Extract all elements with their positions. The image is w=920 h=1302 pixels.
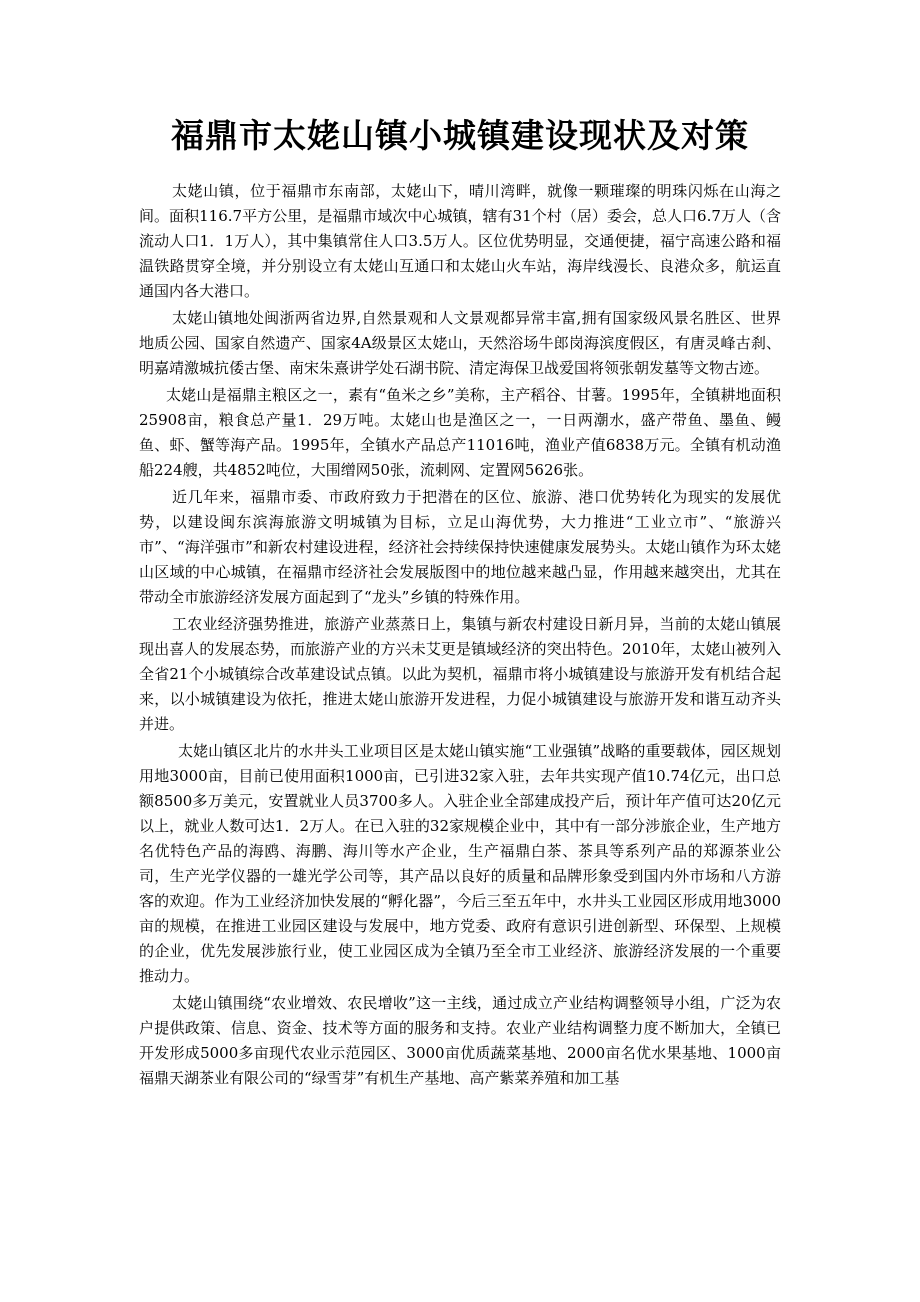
paragraph-overview: 太姥山镇，位于福鼎市东南部，太姥山下，晴川湾畔，就像一颗璀璨的明珠闪烁在山海之间。面积116.7平方公里，是福鼎市域次中心城镇，辖有31个村（居）委会，总人口6.7万人（含流动人口1．1万人），其中集镇常住人口3.5万人。区位优势明显，交通便捷，福宁高速公路和福温铁路贯穿全境，并分别设立有太姥山互通口和太姥山火车站，海岸线漫长、良港众多，航运直通国内各大港口。 — [139, 182, 781, 300]
document-title: 福鼎市太姥山镇小城镇建设现状及对策 — [171, 116, 749, 155]
paragraph-industrial-park: 太姥山镇区北片的水井头工业项目区是太姥山镇实施“工业强镇”战略的重要载体，园区规划用地3000亩，目前已使用面积1000亩，已引进32家入驻，去年共实现产值10.74亿元，出口总额8500多万美元，安置就业人员3700多人。入驻企业全部建成投产后，预计年产值可达20亿元以上，就业人数可达1．2万人。在已入驻的32家规模企业中，其中有一部分涉旅企业，生产地方名优特色产品的海鸥、海鹏、海川等水产企业，生产福鼎白茶、茶具等系列产品的郑源茶业公司，生产光学仪器的一雄光学公司等，其产品以良好的质量和品牌形象受到国内外市场和八方游客的欢迎。作为工业经济加快发展的“孵化器”，今后三至五年中，水井头工业园区形成用地3000亩的规模，在推进工业园区建设与发展中，地方党委、政府有意识引进创新型、环保型、上规模的企业，优先发展涉旅行业，使工业园区成为全镇乃至全市工业经济、旅游经济发展的一个重要推动力。 — [139, 742, 781, 985]
paragraph-landscape: 太姥山镇地处闽浙两省边界,自然景观和人文景观都异常丰富,拥有国家级风景名胜区、世界地质公园、国家自然遗产、国家4A级景区太姥山，天然浴场牛郎岗海滨度假区，有唐灵峰古刹、明嘉靖激城抗倭古堡、南宋朱熹讲学处石湖书院、清定海保卫战爱国将领张朝发墓等文物古迹。 — [139, 309, 781, 377]
document-body — [139, 179, 781, 1091]
paragraph-tourism-pilot: 工农业经济强势推进，旅游产业蒸蒸日上，集镇与新农村建设日新月异，当前的太姥山镇展现出喜人的发展态势，而旅游产业的方兴未艾更是镇域经济的突出特色。2010年，太姥山被列入全省21个小城镇综合改革建设试点镇。以此为契机，福鼎市将小城镇建设与旅游开发有机结合起来，以小城镇建设为依托，推进太姥山旅游开发进程，力促小城镇建设与旅游开发和谐互动齐头并进。 — [139, 615, 781, 733]
paragraph-agricultural-restructuring: 太姥山镇围绕“农业增效、农民增收”这一主线，通过成立产业结构调整领导小组，广泛为农户提供政策、信息、资金、技术等方面的服务和支持。农业产业结构调整力度不断加大，全镇已开发形成5000多亩现代农业示范园区、3000亩优质蔬菜基地、2000亩名优水果基地、1000亩福鼎天湖茶业有限公司的“绿雪芽”有机生产基地、高产紫菜养殖和加工基 — [139, 994, 781, 1087]
paragraph-development-strategy: 近几年来，福鼎市委、市政府致力于把潜在的区位、旅游、港口优势转化为现实的发展优势，以建设闽东滨海旅游文明城镇为目标，立足山海优势，大力推进“工业立市”、“旅游兴市”、“海洋强市”和新农村建设进程，经济社会持续保持快速健康发展势头。太姥山镇作为环太姥山区域的中心城镇，在福鼎市经济社会发展版图中的地位越来越凸显，作用越来越突出，尤其在带动全市旅游经济发展方面起到了“龙头”乡镇的特殊作用。 — [139, 488, 781, 606]
paragraph-agriculture-fishery: 太姥山是福鼎主粮区之一，素有“鱼米之乡”美称，主产稻谷、甘薯。1995年，全镇耕地面积25908亩，粮食总产量1．29万吨。太姥山也是渔区之一，一日两潮水，盛产带鱼、墨鱼、鳗鱼、虾、蟹等海产品。1995年，全镇水产品总产11016吨，渔业产值6838万元。全镇有机动渔船224艘，共4852吨位，大围缯网50张，流刺网、定置网5626张。 — [139, 386, 781, 479]
